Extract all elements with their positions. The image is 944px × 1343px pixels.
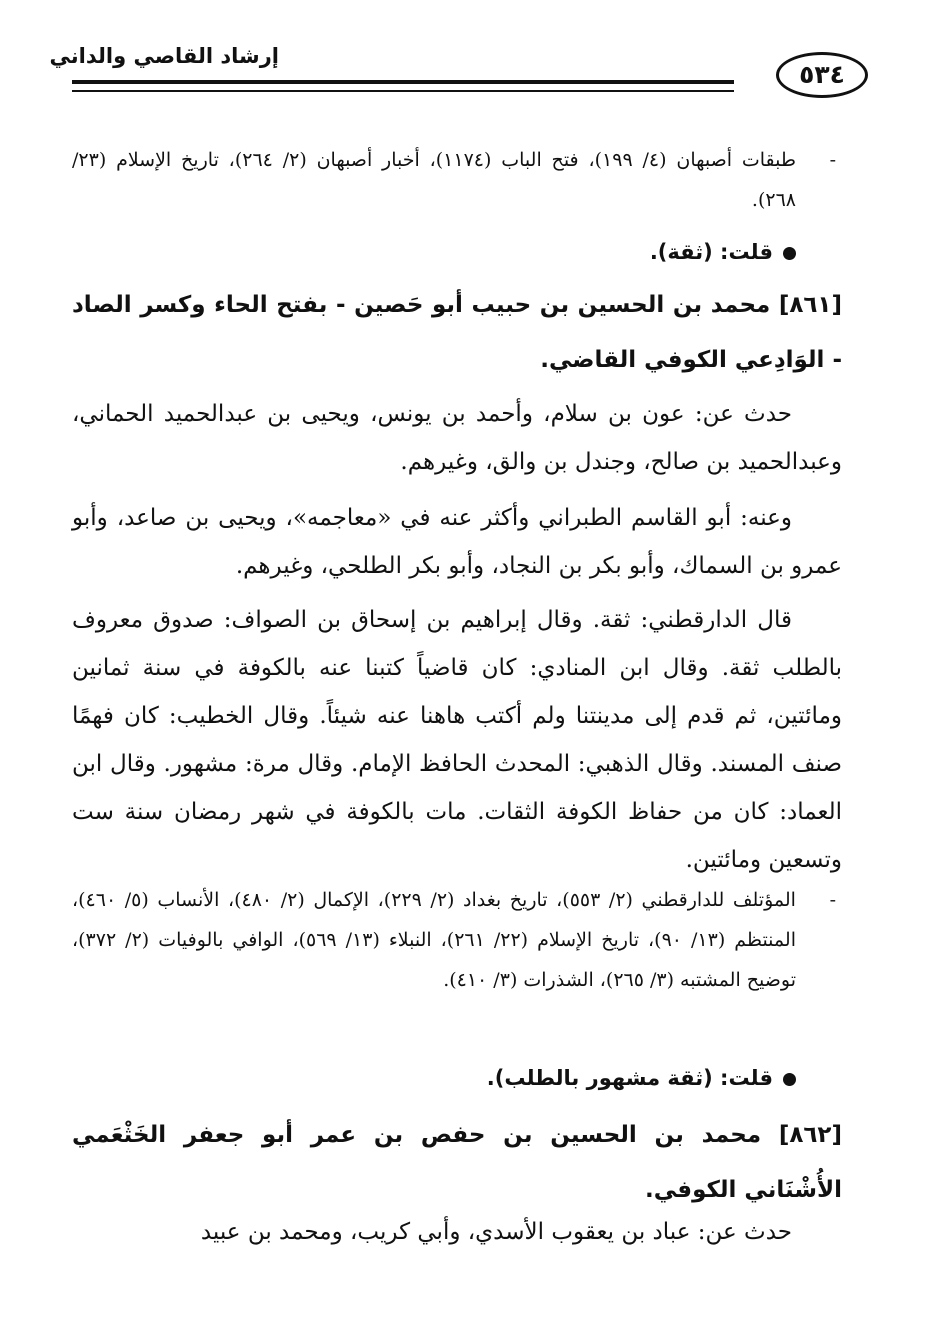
list-dash: - <box>829 149 836 171</box>
verdict-text: قلت: (ثقة). <box>649 240 773 264</box>
verdict-line <box>72 1058 842 1098</box>
entry-861-students: وعنه: أبو القاسم الطبراني وأكثر عنه في «معاجمه»، ويحيى بن صاعد، وأبو عمرو بن السماك، وأبو بكر بن النجاد، وأبو بكر الطلحي، وغيرهم. <box>72 505 842 579</box>
page-number: ٥٣٤ <box>776 52 868 98</box>
bullet-icon <box>783 1073 796 1086</box>
header-rule <box>72 90 734 92</box>
header-rule <box>72 80 734 84</box>
references-text: المؤتلف للدارقطني (٢/ ٥٥٣)، تاريخ بغداد (٢/ ٢٢٩)، الإكمال (٢/ ٤٨٠)، الأنساب (٥/ ٤٦٠)، المنتظم (١٣/ ٩٠)، تاريخ الإسلام (٢٢/ ٢٦١)، النبلاء (١٣/ ٥٦٩)، الوافي بالوفيات (٢/ ٣٧٢)، توضيح المشتبه (٣/ ٢٦٥)، الشذرات (٣/ ٤١٠). <box>72 889 796 991</box>
entry-861-teachers: حدث عن: عون بن سلام، وأحمد بن يونس، ويحيى بن عبدالحميد الحماني، وعبدالحميد بن صالح، وجندل بن والق، وغيرهم. <box>72 401 842 475</box>
references-text: طبقات أصبهان (٤/ ١٩٩)، فتح الباب (١١٧٤)، أخبار أصبهان (٢/ ٢٦٤)، تاريخ الإسلام (٢٣/ ٢٦٨). <box>72 149 796 211</box>
running-title: إرشاد القاصي والداني <box>49 44 279 68</box>
references-861 <box>72 880 842 1000</box>
verdict-text: قلت: (ثقة مشهور بالطلب). <box>486 1066 773 1090</box>
entry-861-opinions: قال الدارقطني: ثقة. وقال إبراهيم بن إسحاق بن الصواف: صدوق معروف بالطلب ثقة. وقال ابن المنادي: كان قاضياً كتبنا عنه بالكوفة في سنة ثمانين ومائتين، ثم قدم إلى مدينتنا ولم أكتب هاهنا عنه شيئاً. وقال الخطيب: كان فهمًا صنف المسند. وقال الذهبي: المحدث الحافظ الإمام. وقال مرة: مشهور. وقال ابن العماد: كان من حفاظ الكوفة الثقات. مات بالكوفة في شهر رمضان سنة ست وتسعين ومائتين. <box>72 607 842 873</box>
entry-heading-861: [٨٦١] محمد بن الحسين بن حبيب أبو حَصين - بفتح الحاء وكسر الصاد - الوَادِعي الكوفي القاضي. <box>72 292 842 373</box>
verdict-line <box>72 232 842 272</box>
references-top <box>72 140 842 220</box>
entry-heading-862: [٨٦٢] محمد بن الحسين بن حفص بن عمر أبو جعفر الخَثْعَمي الأُشْنَاني الكوفي. <box>72 1122 842 1203</box>
list-dash: - <box>829 889 836 911</box>
bullet-icon <box>783 247 796 260</box>
entry-862-teachers: حدث عن: عباد بن يعقوب الأسدي، وأبي كريب، ومحمد بن عبيد <box>200 1219 792 1245</box>
